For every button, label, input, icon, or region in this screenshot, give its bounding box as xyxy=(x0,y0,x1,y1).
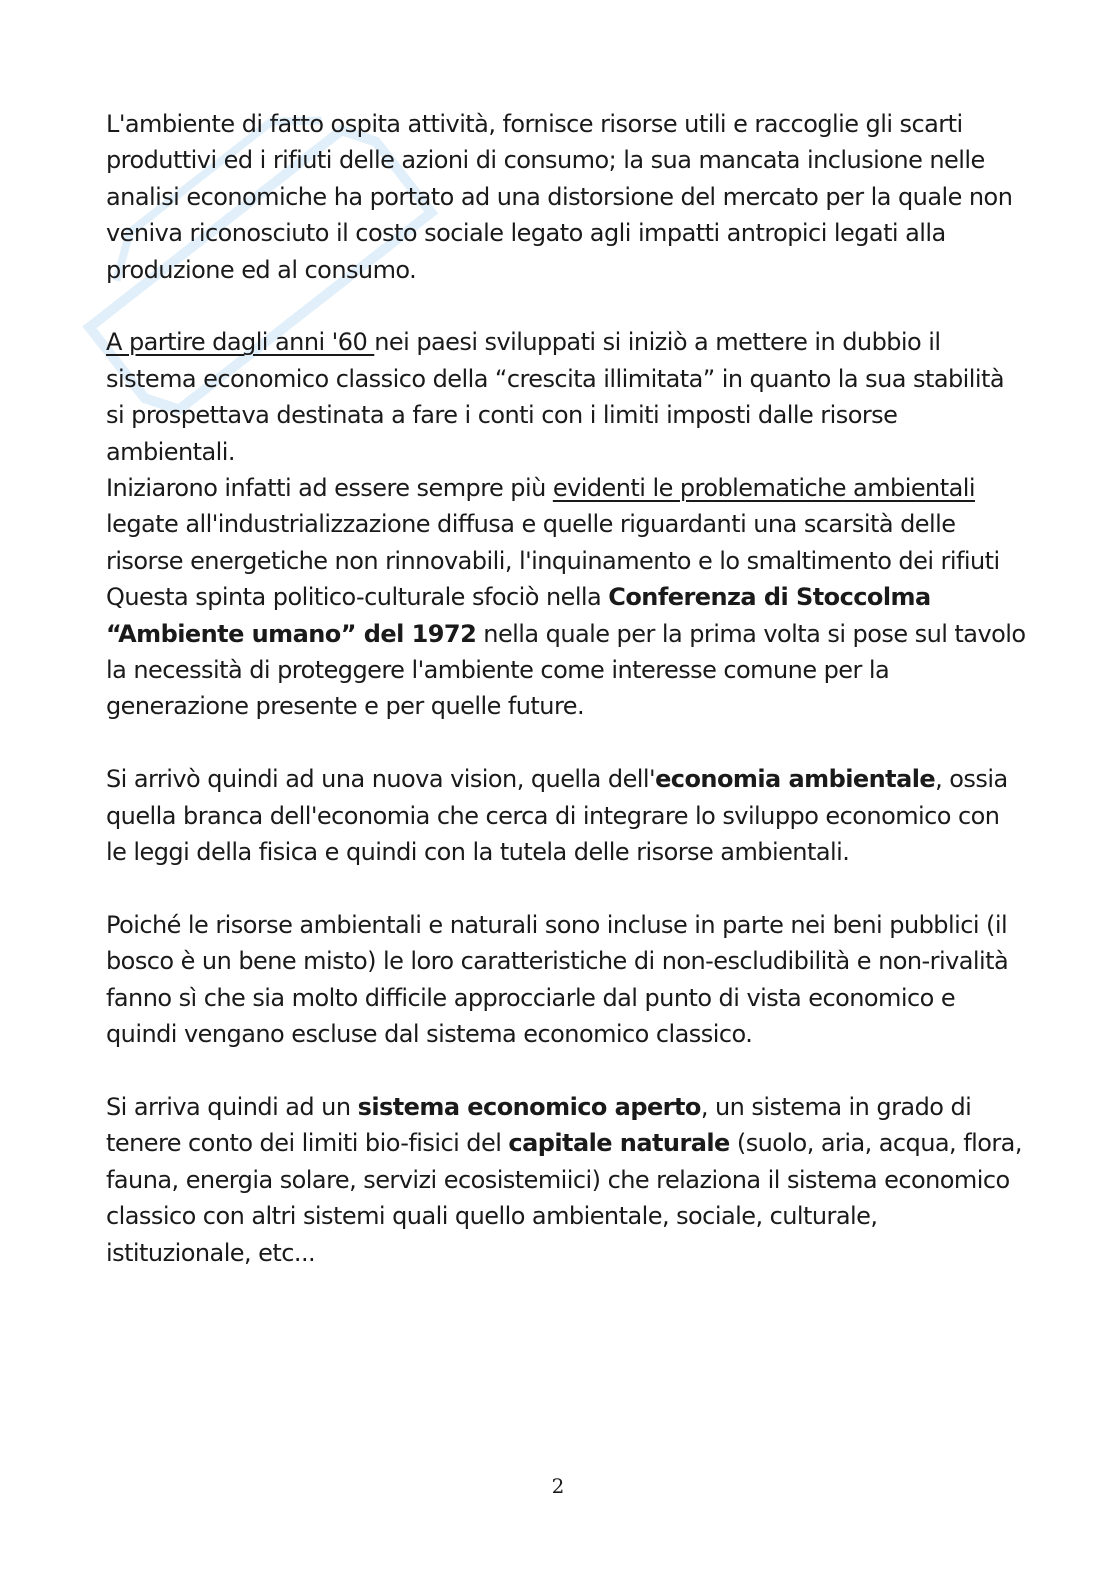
paragraph-problems-text-1: Iniziarono infatti ad essere sempre più xyxy=(106,474,553,503)
document-body xyxy=(106,106,1026,1271)
paragraph-gap xyxy=(106,871,1026,907)
page-number: 2 xyxy=(551,1474,565,1498)
paragraph-env-econ-text-1: Si arrivò quindi ad una nuova vision, quella dell' xyxy=(106,765,656,794)
paragraph-sixties-text: nei paesi sviluppati si iniziò a mettere in dubbio il sistema economico classico della “crescita illimitata” in quanto la sua stabilità si prospettava destinata a fare i conti con i limiti imposti dalle risorse ambientali. xyxy=(106,328,1005,466)
paragraph-sixties xyxy=(106,324,1026,470)
paragraph-stockholm xyxy=(106,579,1026,725)
paragraph-environmental-economics xyxy=(106,761,1026,870)
paragraph-open-system xyxy=(106,1089,1026,1271)
bold-stockholm-conference: Conferenza di Stoccolma “Ambiente umano” del 1972 xyxy=(106,583,931,648)
paragraph-stockholm-text-2: nella quale per la prima volta si pose sul tavolo la necessità di proteggere l'ambiente come interesse comune per la generazione presente e per quelle future. xyxy=(106,619,1026,721)
underlined-sixties: A partire dagli anni '60 xyxy=(106,328,375,357)
paragraph-gap xyxy=(106,288,1026,324)
bold-capitale-naturale: capitale naturale xyxy=(508,1129,730,1158)
bold-economia-ambientale: economia ambientale xyxy=(655,765,936,794)
paragraph-problems-text-2: legate all'industrializzazione diffusa e quelle riguardanti una scarsità delle risorse energetiche non rinnovabili, l'inquinamento e lo smaltimento dei rifiuti xyxy=(106,510,1000,575)
paragraph-problems xyxy=(106,470,1026,579)
paragraph-environment-role: L'ambiente di fatto ospita attività, fornisce risorse utili e raccoglie gli scarti produttivi ed i rifiuti delle azioni di consumo; la sua mancata inclusione nelle analisi economiche ha portato ad una distorsione del mercato per la quale non veniva riconosciuto il costo sociale legato agli impatti antropici legati alla produzione ed al consumo. xyxy=(106,110,1013,284)
paragraph-public-goods: Poiché le risorse ambientali e naturali sono incluse in parte nei beni pubblici (il bosco è un bene misto) le loro caratteristiche di non-escludibilità e non-rivalità fanno sì che sia molto difficile approcciarle dal punto di vista economico e quindi vengano escluse dal sistema economico classico. xyxy=(106,910,1009,1049)
paragraph-open-system-text-3: (suolo, aria, acqua, flora, fauna, energia solare, servizi ecosistemiici) che relaziona il sistema economico classico con altri sistemi quali quello ambientale, sociale, culturale, istituzionale, etc... xyxy=(106,1129,1022,1267)
bold-sistema-economico-aperto: sistema economico aperto xyxy=(357,1092,701,1121)
paragraph-env-econ-text-2: , ossia quella branca dell'economia che cerca di integrare lo sviluppo economico con le leggi della fisica e quindi con la tutela delle risorse ambientali. xyxy=(106,765,1008,867)
underlined-problems: evidenti le problematiche ambientali xyxy=(552,474,975,503)
paragraph-stockholm-text-1: Questa spinta politico-culturale sfociò nella xyxy=(106,583,609,612)
paragraph-gap xyxy=(106,1053,1026,1089)
paragraph-open-system-text-2: , un sistema in grado di tenere conto dei limiti bio-fisici del xyxy=(106,1092,972,1158)
paragraph-gap xyxy=(106,725,1026,761)
paragraph-open-system-text-1: Si arriva quindi ad un xyxy=(106,1092,358,1121)
